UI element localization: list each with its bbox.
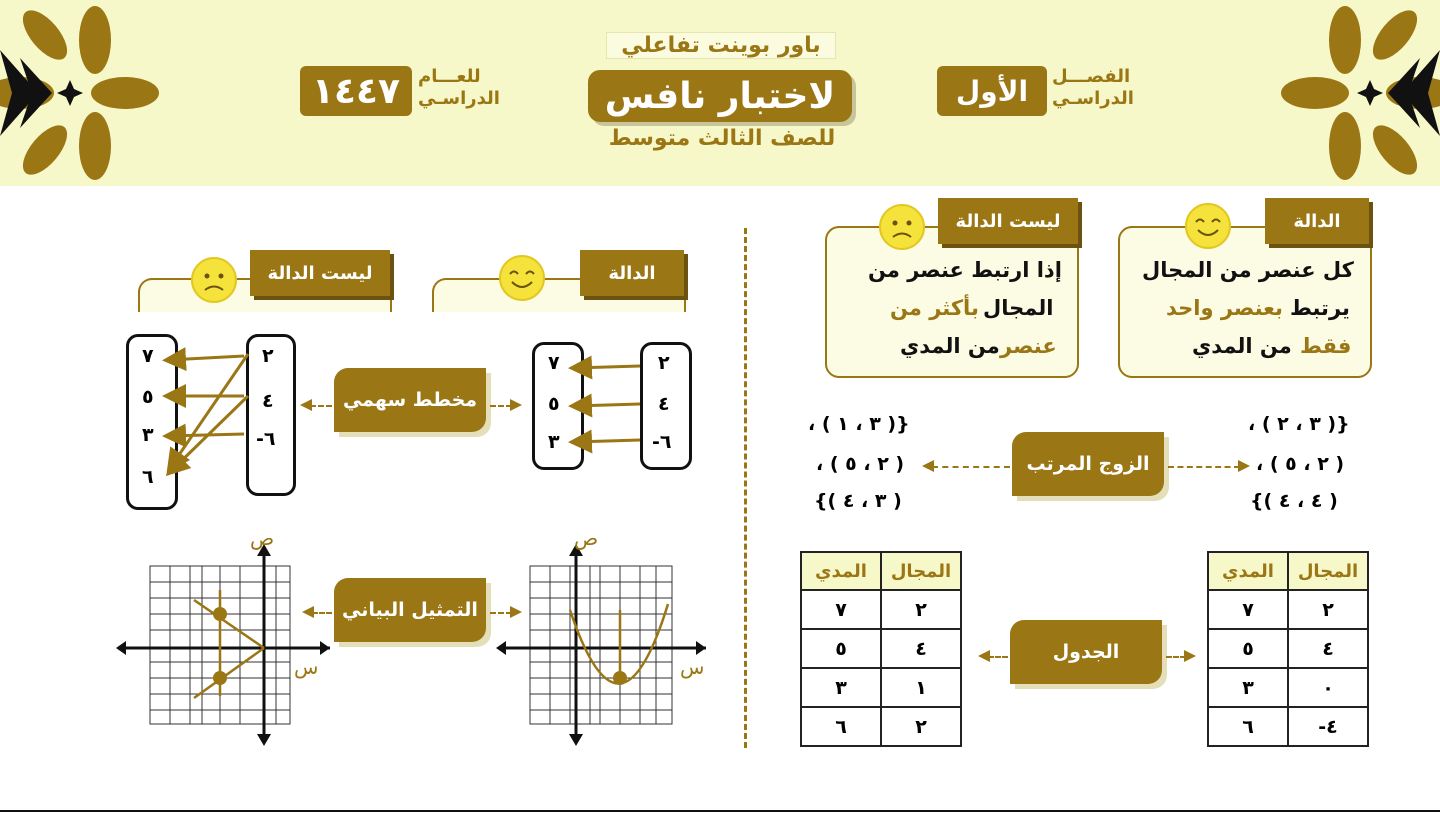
left-not-function-tag: ليست الدالة [250, 250, 390, 296]
table-cell: ٦ [801, 707, 881, 746]
not-function-graph [116, 530, 336, 750]
year-label-1: للعـــام [418, 66, 481, 87]
not-function-pair-1: {( ٣ ، ١ ) ، [808, 413, 910, 435]
ordered-pair-label: الزوج المرتب [1012, 432, 1164, 496]
table-cell: ٢ [881, 707, 961, 746]
table-cell: ٧ [1208, 590, 1288, 629]
not-function-range-value: ٣ [142, 424, 154, 446]
not-function-range-value: ٦ [142, 466, 154, 488]
table-cell: ٥ [1208, 629, 1288, 668]
function-table [1207, 551, 1369, 747]
function-pair-1: {( ٣ ، ٢ ) ، [1248, 413, 1350, 435]
left-function-tag: الدالة [580, 250, 684, 296]
happy-face-icon [498, 254, 546, 302]
table-label: الجدول [1010, 620, 1162, 684]
function-domain-value: ٤ [658, 393, 670, 415]
year-label-2: الدراسـي [418, 88, 500, 109]
center-divider [744, 228, 747, 748]
function-pair-3: ( ٤ ، ٤ )} [1250, 490, 1338, 512]
table-cell: ٤ [881, 629, 961, 668]
table-header-domain: المجال [1288, 552, 1368, 590]
not-function-pair-2: ( ٢ ، ٥ ) ، [816, 453, 905, 475]
arrow-diagram-label: مخطط سهمي [334, 368, 486, 432]
happy-face-icon [1184, 202, 1232, 250]
not-function-table [800, 551, 962, 747]
ordered-pair-dash-left [932, 466, 1010, 468]
function-card-tag: الدالة [1265, 198, 1369, 244]
table-cell: -٤ [1288, 707, 1368, 746]
arrow-right-icon [1238, 460, 1250, 472]
table-header-range: المدي [801, 552, 881, 590]
semester-label-1: الفصـــل [1052, 66, 1131, 87]
function-card-line-3b: من المدي [1192, 334, 1292, 358]
arrow-diagram-dash-left [310, 405, 332, 407]
table-cell: ١ [881, 668, 961, 707]
not-function-domain-value: -٦ [256, 428, 276, 450]
header-grade: للصف الثالث متوسط [608, 126, 836, 151]
function-mapping-arrows [560, 340, 660, 480]
not-function-graph-x-letter: س [294, 655, 319, 679]
not-function-card-line-2a: المجال [983, 296, 1054, 320]
not-function-domain-value: ٢ [262, 345, 274, 367]
arrow-left-icon [922, 460, 934, 472]
table-cell: ٢ [881, 590, 961, 629]
arrow-left-icon [978, 650, 990, 662]
graph-dash-right [490, 612, 512, 614]
semester-value: الأول [937, 66, 1047, 116]
not-function-pair-3: ( ٣ ، ٤ )} [814, 490, 902, 512]
not-function-card-line-1: إذا ارتبط عنصر من [868, 258, 1062, 282]
function-graph-y-letter: ص [574, 526, 599, 550]
year-value: ١٤٤٧ [300, 66, 412, 116]
table-cell: ٣ [801, 668, 881, 707]
table-cell: ٢ [1288, 590, 1368, 629]
function-range-value: ٣ [548, 431, 560, 453]
function-range-value: ٧ [548, 352, 560, 374]
graph-dash-left [312, 612, 332, 614]
function-domain-value: -٦ [652, 431, 672, 453]
arrow-diagram-dash-right [490, 405, 512, 407]
arrow-left-icon [302, 606, 314, 618]
graph-label: التمثيل البياني [334, 578, 486, 642]
bottom-rule [0, 810, 1440, 812]
arrow-right-icon [1184, 650, 1196, 662]
header-banner [0, 0, 1440, 186]
not-function-card-tag: ليست الدالة [938, 198, 1078, 244]
table-cell: ٦ [1208, 707, 1288, 746]
header-main-title: لاختبار نافس [588, 70, 852, 122]
function-range-value: ٥ [548, 393, 560, 415]
table-header-domain: المجال [881, 552, 961, 590]
not-function-mapping-arrows [156, 340, 256, 490]
table-cell: ٥ [801, 629, 881, 668]
arrow-left-icon [300, 399, 312, 411]
not-function-card-line-2b: بأكثر من [890, 296, 979, 320]
table-cell: ٠ [1288, 668, 1368, 707]
function-graph-x-letter: س [680, 655, 705, 679]
semester-label-2: الدراسـي [1052, 88, 1134, 109]
sad-face-icon [190, 256, 238, 304]
header-top-line: باور بوينت تفاعلي [606, 32, 836, 59]
function-domain-value: ٢ [658, 352, 670, 374]
right-ornament-icon [1270, 0, 1440, 186]
not-function-card-line-3a: عنصر [1000, 334, 1057, 358]
not-function-domain-value: ٤ [262, 390, 274, 412]
table-dash-right [1166, 656, 1186, 658]
table-cell: ٧ [801, 590, 881, 629]
arrow-right-icon [510, 399, 522, 411]
table-cell: ٣ [1208, 668, 1288, 707]
function-pair-2: ( ٢ ، ٥ ) ، [1256, 453, 1345, 475]
table-dash-left [988, 656, 1008, 658]
not-function-graph-y-letter: ص [250, 526, 275, 550]
function-graph [496, 530, 716, 750]
ordered-pair-dash-right [1168, 466, 1240, 468]
function-card-line-3a: فقط [1300, 334, 1352, 358]
function-card-line-1: كل عنصر من المجال [1142, 258, 1354, 282]
table-cell: ٤ [1288, 629, 1368, 668]
sad-face-icon [878, 203, 926, 251]
not-function-range-value: ٥ [142, 386, 154, 408]
function-card-line-2a: يرتبط [1290, 296, 1350, 320]
table-header-range: المدي [1208, 552, 1288, 590]
not-function-range-value: ٧ [142, 345, 154, 367]
left-ornament-icon [0, 0, 170, 186]
not-function-card-line-3b: من المدي [900, 334, 1000, 358]
arrow-right-icon [510, 606, 522, 618]
function-card-line-2b: بعنصر واحد [1166, 296, 1283, 320]
